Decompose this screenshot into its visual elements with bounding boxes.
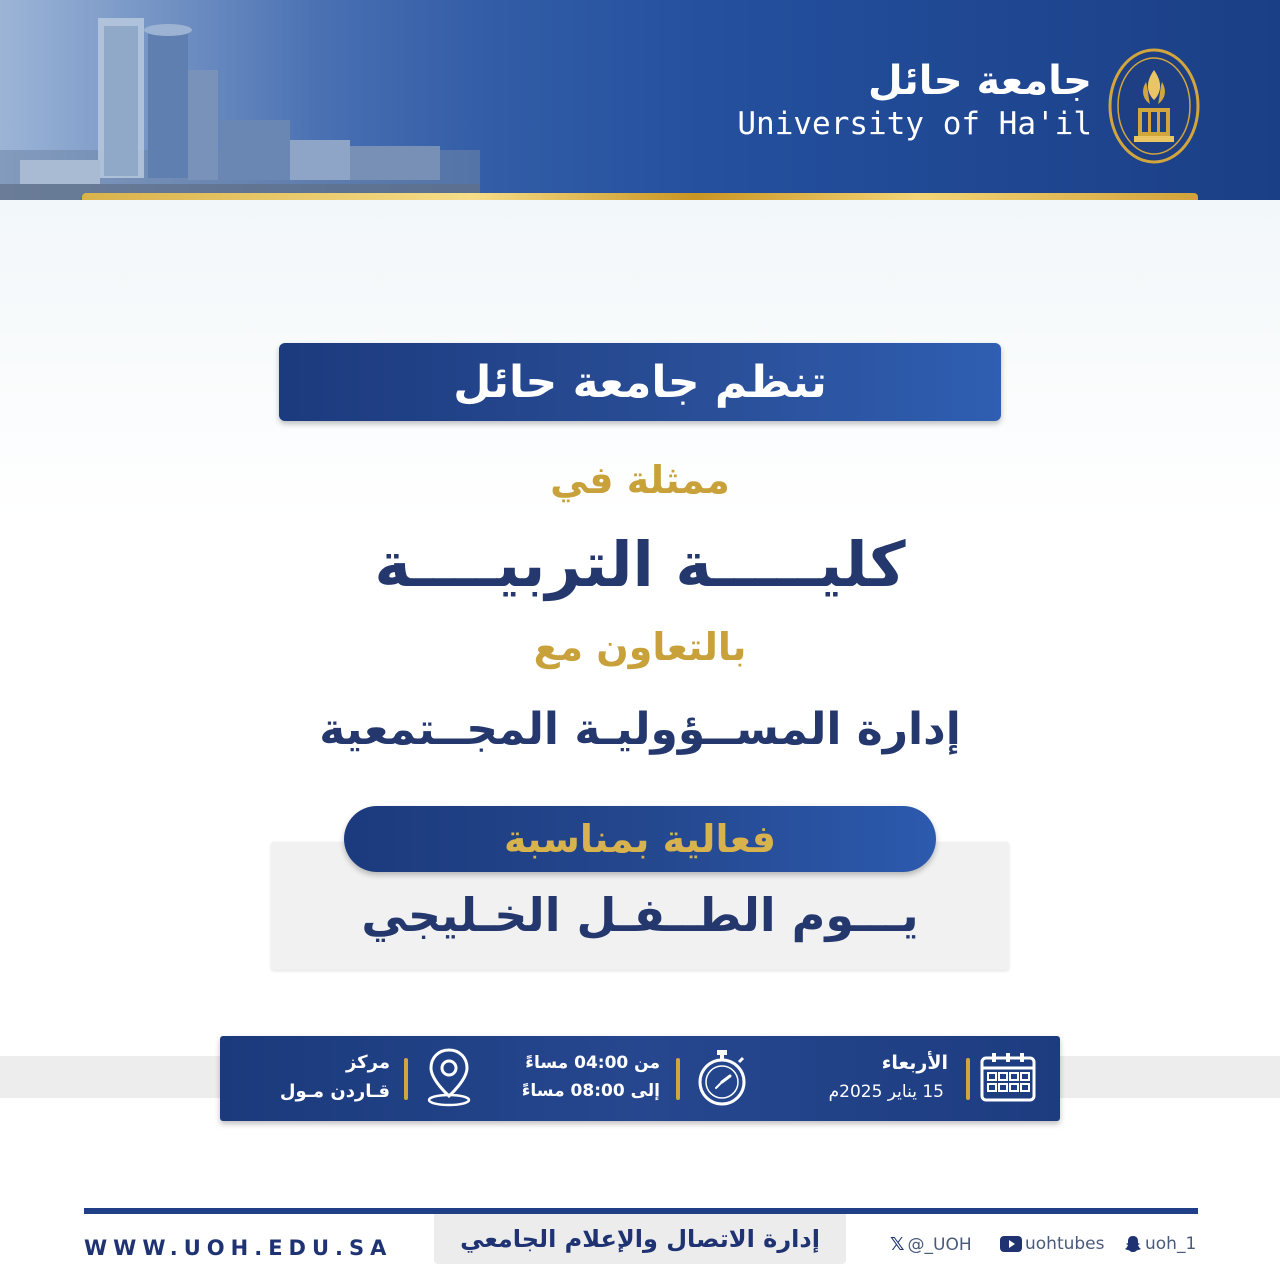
footer-department: إدارة الاتصال والإعلام الجامعي	[434, 1214, 846, 1264]
info-separator	[966, 1058, 970, 1100]
time-to: إلى 08:00 مساءً	[521, 1081, 660, 1101]
x-handle: @_UOH	[907, 1234, 972, 1255]
venue-line-1: مركز	[345, 1052, 390, 1073]
location-pin-icon	[424, 1046, 474, 1108]
event-date: 15 يناير 2025م	[828, 1082, 944, 1102]
event-name: يـــوم الطــفـل الخـليجي	[361, 888, 919, 942]
title-banner	[279, 343, 1001, 421]
social-snapchat[interactable]	[1124, 1234, 1196, 1254]
social-x[interactable]	[890, 1234, 972, 1255]
page-title: تنظم جامعة حائل	[453, 356, 827, 408]
university-name-arabic: جامعة حائل	[868, 58, 1092, 104]
department-name: إدارة المســؤوليـة المجــتمعية	[319, 704, 961, 755]
stopwatch-icon	[696, 1048, 748, 1108]
university-name-english: University of Ha'il	[737, 106, 1092, 142]
event-day: الأربعاء	[881, 1052, 948, 1074]
x-icon: 𝕏	[890, 1234, 905, 1255]
event-label: فعالية بمناسبة	[503, 817, 777, 861]
event-label-pill	[344, 806, 936, 872]
social-youtube[interactable]	[1000, 1234, 1105, 1254]
calendar-icon	[980, 1052, 1036, 1102]
campus-skyline-image	[0, 0, 520, 200]
cooperation-label: بالتعاون مع	[533, 625, 747, 669]
snapchat-icon	[1124, 1235, 1142, 1253]
represented-by-label: ممثلة في	[550, 458, 730, 502]
info-separator	[676, 1058, 680, 1100]
header-banner	[0, 0, 1280, 200]
info-separator	[404, 1058, 408, 1100]
header-gold-bar	[82, 193, 1198, 200]
venue-line-2: قـاردن مـول	[279, 1081, 390, 1102]
youtube-icon	[1000, 1236, 1022, 1252]
time-from: من 04:00 مساءً	[525, 1053, 660, 1073]
snapchat-handle: uoh_1	[1145, 1234, 1197, 1254]
website-link[interactable]: WWW.UOH.EDU.SA	[84, 1236, 393, 1260]
youtube-handle: uohtubes	[1025, 1234, 1105, 1254]
info-bar	[220, 1036, 1060, 1121]
university-seal-icon	[1108, 48, 1200, 164]
college-name: كليـــــة التربيــــة	[374, 528, 906, 601]
